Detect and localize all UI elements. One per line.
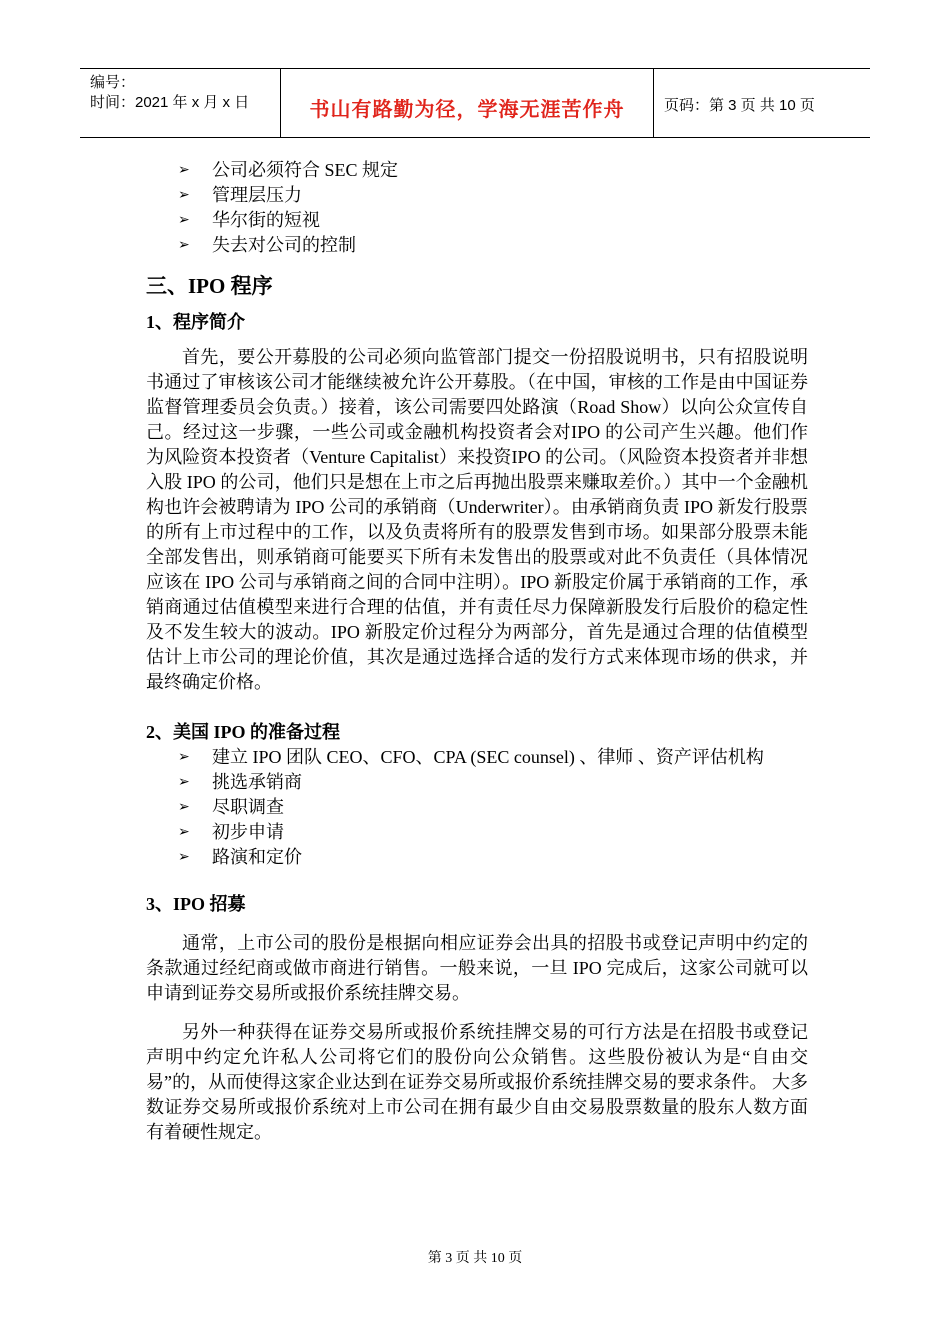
document-date: 时间：2021 年 x 月 x 日 (90, 94, 250, 111)
disadvantage-list (146, 158, 808, 258)
list-item: ➢ 华尔街的短视 (146, 208, 808, 233)
procedure-intro-paragraph: 首先，要公开募股的公司必须向监管部门提交一份招股说明书，只有招股说明书通过了审核该公司才能继续被允许公开募股。（在中国，审核的工作是由中国证券监督管理委员会负责。）接着，该公司需要四处路演（Road Show）以向公众宣传自己。经过这一步骤，一些公司或金融机构投资者会对IPO 的公司产生兴趣。他们作为风险资本投资者（Venture Capitalist）来投资IPO 的公司。（风险资本投资者并非想入股 IPO 的公司，他们只是想在上市之后再抛出股票来赚取差价。）其中一个金融机构也许会被聘请为 IPO 公司的承销商（Underwriter）。由承销商负责 IPO 新发行股票的所有上市过程中的工作，以及负责将所有的股票发售到市场。如果部分股票未能全部发售出，则承销商可能要买下所有未发售出的股票或对此不负责任（具体情况应该在 IPO 公司与承销商之间的合同中注明）。IPO 新股定价属于承销商的工作，承销商通过估值模型来进行合理的估值，并有责任尽力保障新股发行后股价的稳定性及不发生较大的波动。IPO 新股定价过程分为两部分，首先是通过合理的估值模型估计上市公司的理论价值，其次是通过选择合适的发行方式来体现市场的供求，并最终确定价格。 (146, 347, 808, 692)
header-page-cell (654, 69, 870, 137)
document-number-label: 编号： (90, 74, 136, 91)
section-heading: 三、IPO 程序 (146, 274, 273, 298)
arrow-bullet-icon: ➢ (178, 212, 190, 228)
page-header (80, 68, 870, 138)
header-motto: 书山有路勤为径，学海无涯苦作舟 (309, 97, 625, 121)
list-item: ➢ 公司必须符合 SEC 规定 (146, 158, 808, 183)
subsection-heading-1: 1、程序简介 (146, 312, 245, 332)
list-item: ➢ 管理层压力 (146, 183, 808, 208)
header-left-cell (80, 69, 281, 137)
preparation-list (146, 745, 808, 870)
arrow-bullet-icon: ➢ (178, 187, 190, 203)
list-item: ➢ 初步申请 (146, 820, 808, 845)
document-body (146, 158, 808, 1145)
header-motto-cell (281, 69, 654, 137)
arrow-bullet-icon: ➢ (178, 799, 190, 815)
list-item: ➢ 挑选承销商 (146, 770, 808, 795)
subsection-heading-3: 3、IPO 招募 (146, 894, 246, 914)
list-item: ➢ 尽职调查 (146, 795, 808, 820)
list-item: ➢ 建立 IPO 团队 CEO、CFO、CPA (SEC counsel) 、律师 、资产评估机构 (146, 745, 808, 770)
subsection-heading-2: 2、美国 IPO 的准备过程 (146, 722, 341, 742)
list-item: ➢ 失去对公司的控制 (146, 233, 808, 258)
arrow-bullet-icon: ➢ (178, 749, 190, 765)
header-page-info: 页码：第 3 页 共 10 页 (664, 97, 815, 114)
ipo-offering-paragraph-1: 通常，上市公司的股份是根据向相应证券会出具的招股书或登记声明中约定的条款通过经纪商或做市商进行销售。一般来说，一旦 IPO 完成后，这家公司就可以申请到证券交易所或报价系统挂牌交易。 (146, 933, 808, 1003)
arrow-bullet-icon: ➢ (178, 237, 190, 253)
arrow-bullet-icon: ➢ (178, 824, 190, 840)
arrow-bullet-icon: ➢ (178, 162, 190, 178)
list-item: ➢ 路演和定价 (146, 845, 808, 870)
page-footer: 第 3 页 共 10 页 (427, 1251, 523, 1266)
arrow-bullet-icon: ➢ (178, 849, 190, 865)
ipo-offering-paragraph-2: 另外一种获得在证券交易所或报价系统挂牌交易的可行方法是在招股书或登记声明中约定允许私人公司将它们的股份向公众销售。这些股份被认为是“自由交易”的，从而使得这家企业达到在证券交易所或报价系统挂牌交易的要求条件。 大多数证券交易所或报价系统对上市公司在拥有最少自由交易股票数量的股东人数方面有着硬性规定。 (146, 1022, 808, 1142)
arrow-bullet-icon: ➢ (178, 774, 190, 790)
